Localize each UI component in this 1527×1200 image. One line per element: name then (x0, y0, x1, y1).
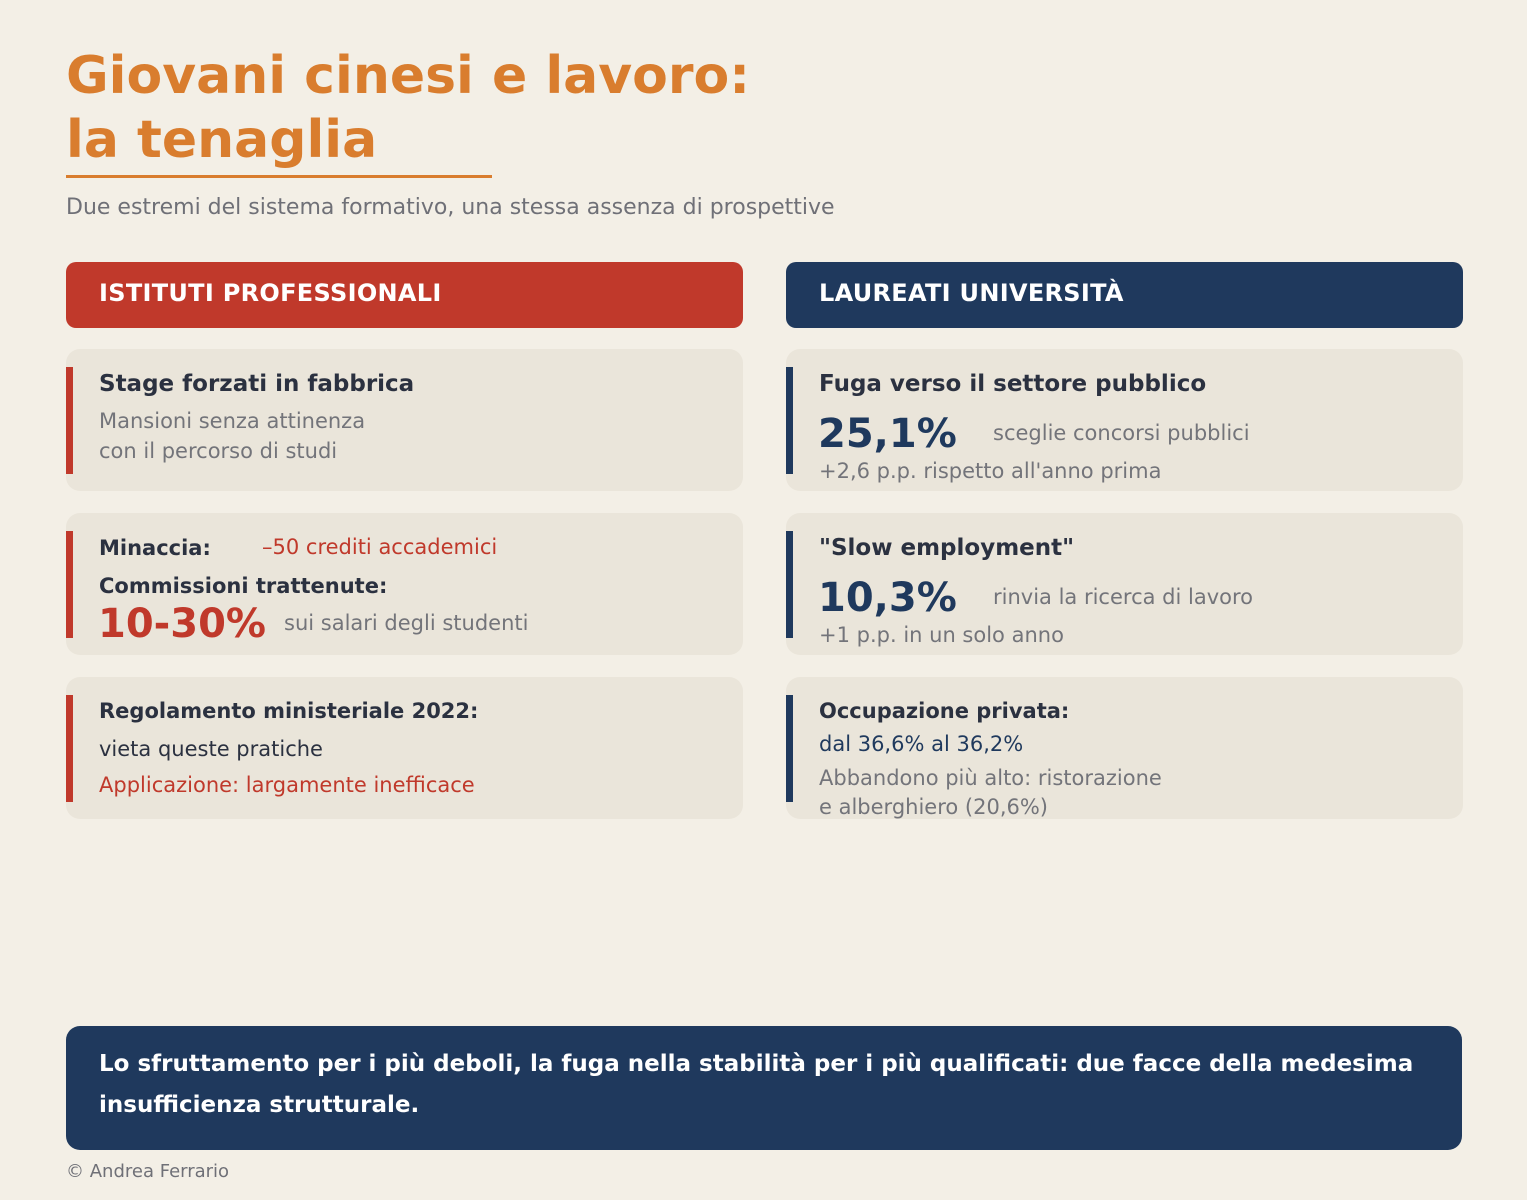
left-column-heading: ISTITUTI PROFESSIONALI (66, 262, 743, 328)
card-accent-bar (786, 695, 793, 802)
card-forced-internships (66, 349, 743, 491)
card-text-line: Mansioni senza attinenza (99, 409, 366, 433)
card-title: Fuga verso il settore pubblico (819, 371, 1207, 397)
card-accent-bar (786, 367, 793, 474)
card-accent-bar (786, 531, 793, 638)
commission-description: sui salari degli studenti (284, 611, 529, 635)
stat-note: +2,6 p.p. rispetto all'anno prima (819, 459, 1162, 483)
card-accent-bar (66, 367, 73, 474)
subtitle: Due estremi del sistema formativo, una stessa assenza di prospettive (66, 195, 835, 220)
title-line-2: la tenaglia (66, 110, 378, 170)
card-title: "Slow employment" (819, 535, 1075, 561)
commission-label: Commissioni trattenute: (99, 574, 388, 598)
stat-value: 10,3% (818, 575, 957, 621)
stat-description: rinvia la ricerca di lavoro (993, 585, 1253, 609)
card-commissions (66, 513, 743, 655)
card-title: Occupazione privata: (819, 699, 1070, 723)
title-underline (66, 175, 492, 178)
threat-value: –50 crediti accademici (262, 535, 498, 559)
conclusion-box (66, 1026, 1462, 1150)
page-title (66, 44, 750, 172)
card-title: Stage forzati in fabbrica (99, 371, 415, 397)
copyright-credit: © Andrea Ferrario (66, 1161, 230, 1182)
card-text-line: dal 36,6% al 36,2% (819, 732, 1024, 756)
stat-note: +1 p.p. in un solo anno (819, 623, 1064, 647)
card-public-sector (786, 349, 1463, 491)
stat-value: 25,1% (818, 411, 957, 457)
card-ministerial-regulation (66, 677, 743, 819)
card-private-employment (786, 677, 1463, 819)
commission-value: 10-30% (98, 601, 267, 647)
enforcement-note: Applicazione: largamente inefficace (99, 773, 475, 797)
card-text-line: vieta queste pratiche (99, 737, 323, 761)
right-column-heading: LAUREATI UNIVERSITÀ (786, 262, 1463, 328)
card-accent-bar (66, 531, 73, 638)
card-text-line: con il percorso di studi (99, 439, 338, 463)
card-text-line: Abbandono più alto: ristorazione (819, 766, 1162, 790)
card-accent-bar (66, 695, 73, 802)
threat-label: Minaccia: (99, 536, 211, 560)
card-title: Regolamento ministeriale 2022: (99, 699, 479, 723)
stat-description: sceglie concorsi pubblici (993, 421, 1250, 445)
title-line-1: Giovani cinesi e lavoro: (66, 46, 751, 106)
card-text-line: e alberghiero (20,6%) (819, 795, 1049, 819)
card-slow-employment (786, 513, 1463, 655)
conclusion-text: Lo sfruttamento per i più deboli, la fuga nella stabilità per i più qualificati: due facce della medesima insufficienza strutturale. (99, 1051, 1414, 1118)
